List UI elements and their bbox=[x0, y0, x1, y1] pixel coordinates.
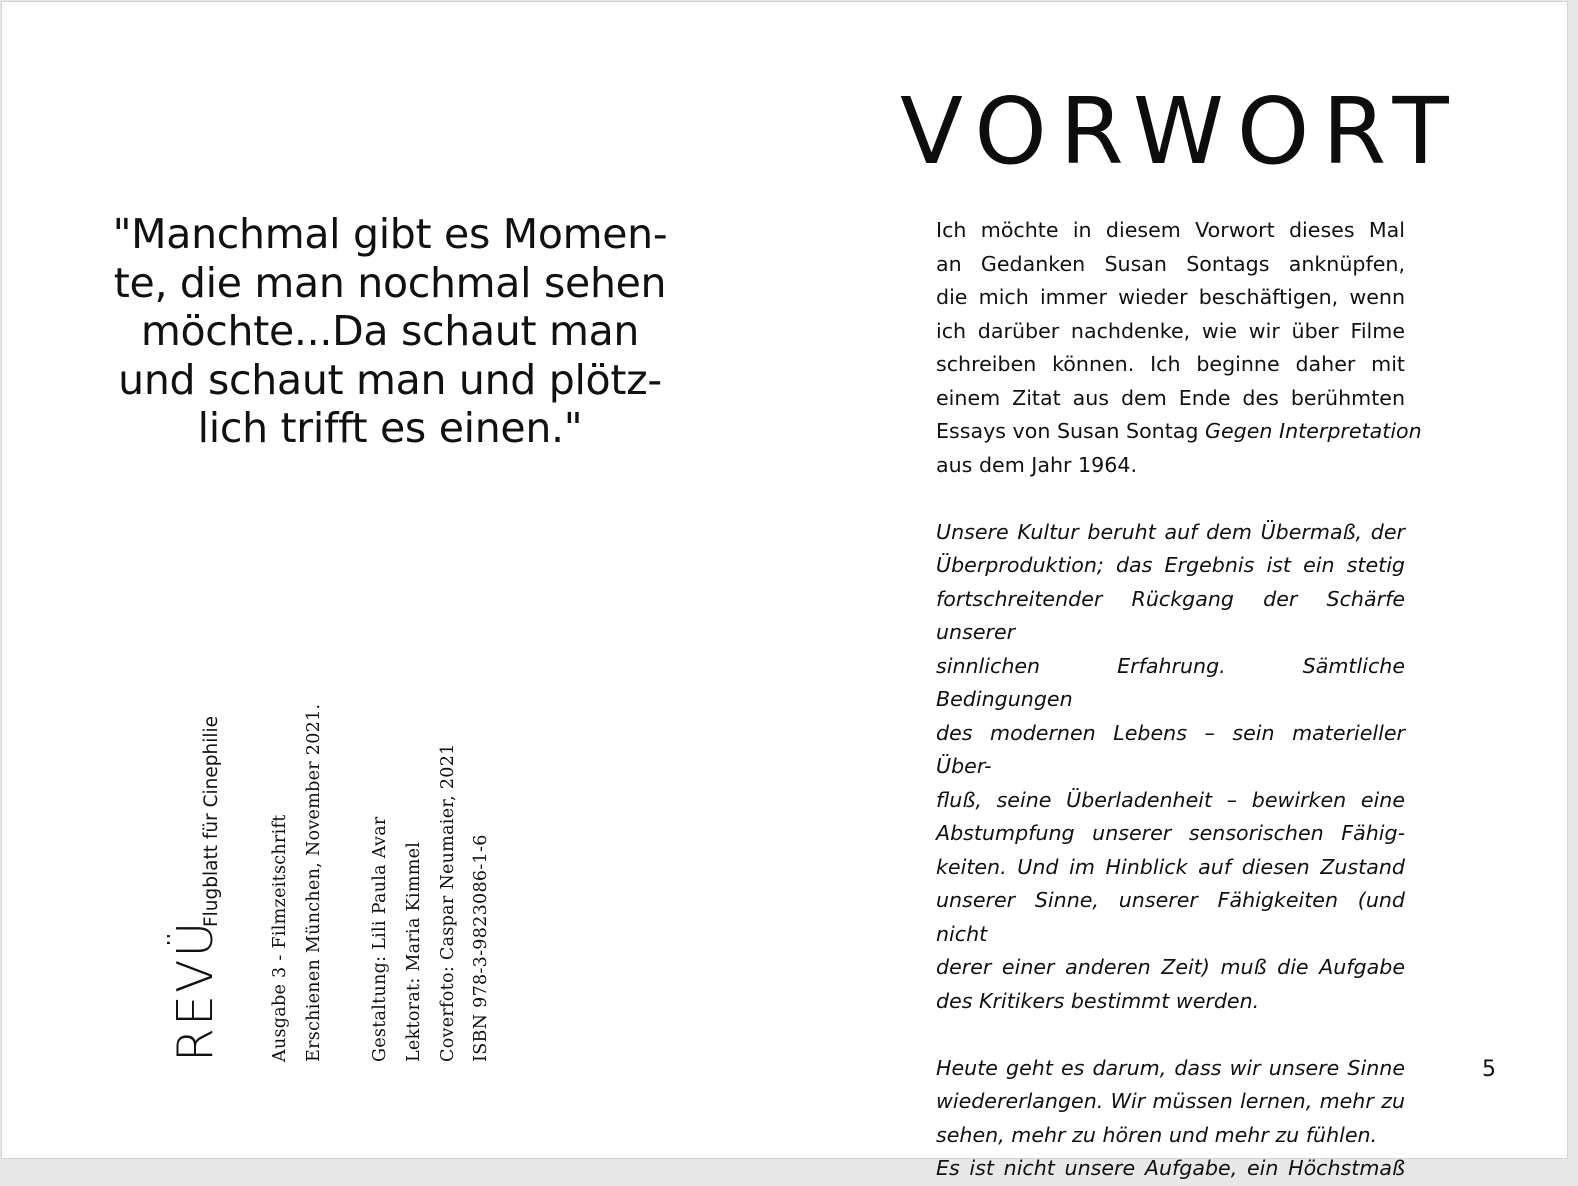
text-line bbox=[936, 415, 1422, 449]
quoted-line: derer einer anderen Zeit) muß die Aufgabe bbox=[936, 955, 1405, 979]
quoted-line: sehen, mehr zu hören und mehr zu fühlen. bbox=[936, 1122, 1378, 1147]
issue-line: Ausgabe 3 - Filmzeitschrift bbox=[270, 814, 290, 1062]
text-line: aus dem Jahr 1964. bbox=[936, 452, 1138, 477]
quote-line: te, die man nochmal sehen bbox=[113, 258, 667, 307]
quoted-line: wiedererlangen. Wir müssen lernen, mehr zu bbox=[936, 1089, 1405, 1113]
quoted-line: fortschreitender Rückgang der Schärfe unserer bbox=[936, 586, 1405, 644]
quoted-line: des Kritikers bestimmt werden. bbox=[936, 988, 1260, 1013]
quoted-line: des modernen Lebens – sein materieller Über- bbox=[936, 720, 1405, 778]
quote-line: "Manchmal gibt es Momen- bbox=[112, 210, 668, 258]
quoted-line: Überproduktion; das Ergebnis ist ein stetig bbox=[936, 553, 1405, 577]
pull-quote bbox=[100, 210, 680, 453]
quoted-line: Unsere Kultur beruht auf dem Übermaß, der bbox=[936, 519, 1405, 544]
design-credit: Gestaltung: Lili Paula Avar bbox=[370, 816, 390, 1062]
quote-line: und schaut man und plötz- bbox=[118, 355, 662, 404]
quote-line: möchte...Da schaut man bbox=[140, 307, 640, 355]
book-spread bbox=[1, 1, 1568, 1180]
published-line: Erschienen München, November 2021. bbox=[304, 703, 324, 1062]
text-line: die mich immer wieder beschäftigen, wenn bbox=[936, 285, 1405, 309]
quoted-line: sinnlichen Erfahrung. Sämtliche Bedingungen bbox=[936, 653, 1405, 711]
quoted-line: Abstumpfung unserer sensorischen Fähig- bbox=[936, 821, 1405, 845]
quoted-line: Es ist nicht unsere Aufgabe, ein Höchstmaß bbox=[936, 1156, 1405, 1180]
paragraph-gap bbox=[936, 1018, 1405, 1052]
brand-subtitle: Flugblatt für Cinephilie bbox=[201, 715, 222, 927]
quoted-line: fluß, seine Überladenheit – bewirken eine bbox=[936, 787, 1405, 812]
editing-credit: Lektorat: Maria Kimmel bbox=[404, 841, 424, 1062]
page-number: 5 bbox=[1482, 1057, 1496, 1082]
quoted-line: keiten. Und im Hinblick auf diesen Zustand bbox=[936, 854, 1405, 879]
text-fragment: Essays von Susan Sontag bbox=[936, 419, 1206, 443]
text-line: einem Zitat aus dem Ende des berühmten bbox=[936, 385, 1405, 410]
colophon bbox=[167, 657, 507, 1062]
text-line: ich darüber nachdenke, wie wir über Filme bbox=[936, 318, 1405, 343]
text-line: schreiben können. Ich beginne daher mit bbox=[936, 352, 1405, 376]
essay-title: Gegen Interpretation bbox=[1205, 419, 1422, 443]
quoted-line: unserer Sinne, unserer Fähigkeiten (und nicht bbox=[936, 888, 1405, 946]
page-title: VORWORT bbox=[900, 78, 1462, 185]
text-line: Ich möchte in diesem Vorwort dieses Mal bbox=[936, 218, 1405, 242]
quote-line: lich trifft es einen." bbox=[197, 404, 583, 452]
quoted-line: Heute geht es darum, dass wir unsere Sinne bbox=[936, 1055, 1405, 1080]
article-body bbox=[936, 214, 1422, 1186]
paragraph-gap bbox=[936, 482, 1405, 516]
text-line: an Gedanken Susan Sontags anknüpfen, bbox=[936, 251, 1405, 276]
brand-logo: REVÜ bbox=[167, 919, 224, 1062]
isbn: ISBN 978-3-9823086-1-6 bbox=[471, 834, 491, 1062]
cover-credit: Coverfoto: Caspar Neumaier, 2021 bbox=[438, 743, 458, 1062]
